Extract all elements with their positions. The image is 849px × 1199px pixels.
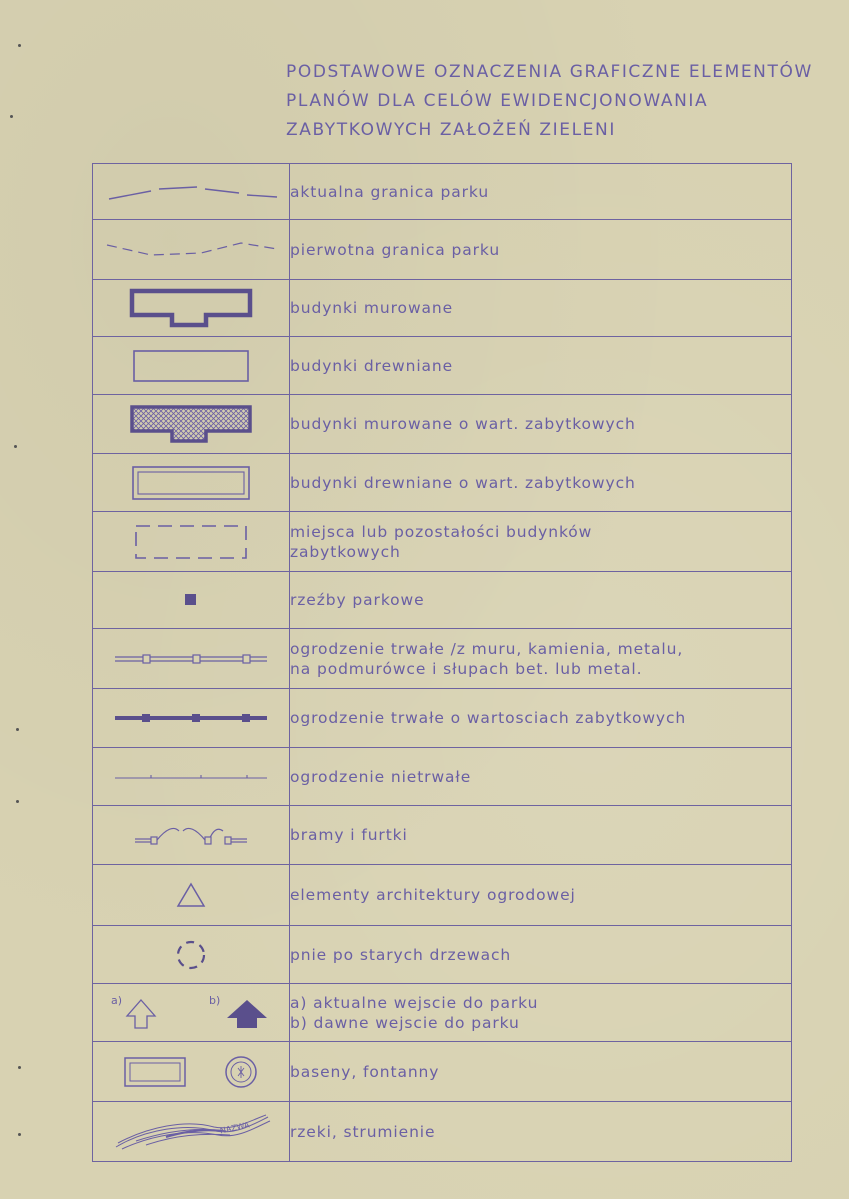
legend-symbol-cell	[93, 164, 290, 220]
legend-symbol-cell	[93, 1042, 290, 1102]
legend-row	[93, 806, 792, 865]
legend-description: rzeźby parkowe	[290, 572, 792, 629]
entrance-arrows-icon	[101, 990, 281, 1036]
legend-row	[93, 984, 792, 1042]
river-icon	[106, 1109, 276, 1155]
legend-description: bramy i furtki	[290, 806, 792, 865]
pool-fountain-icon	[111, 1050, 271, 1094]
small-square-icon	[181, 590, 201, 610]
legend-symbol-cell	[93, 689, 290, 748]
thin-outline-building-icon	[126, 346, 256, 386]
legend-description: baseny, fontanny	[290, 1042, 792, 1102]
legend-symbol-cell	[93, 395, 290, 454]
legend-description: budynki drewniane o wart. zabytkowych	[290, 454, 792, 512]
entrance-label-b: b)	[209, 993, 221, 1007]
legend-symbol-cell	[93, 629, 290, 689]
legend-description: elementy architektury ogrodowej	[290, 865, 792, 926]
legend-description: ogrodzenie nietrwałe	[290, 748, 792, 806]
river-name-label: NAZWA	[219, 1119, 251, 1135]
dashed-rectangle-icon	[126, 520, 256, 564]
margin-speck	[10, 115, 13, 118]
legend-symbol-cell	[93, 572, 290, 629]
legend-symbol-cell	[93, 454, 290, 512]
margin-speck	[16, 728, 19, 731]
triangle-icon	[174, 880, 208, 910]
gate-icon	[131, 817, 251, 853]
legend-symbol-cell	[93, 806, 290, 865]
legend-description: rzeki, strumienie	[290, 1102, 792, 1162]
margin-speck	[18, 1133, 21, 1136]
legend-symbol-cell	[93, 984, 290, 1042]
legend-description: pnie po starych drzewach	[290, 926, 792, 984]
legend-row	[93, 865, 792, 926]
legend-description: budynki murowane	[290, 280, 792, 337]
legend-row	[93, 164, 792, 220]
legend-description: a) aktualne wejscie do parku b) dawne wejscie do parku	[290, 984, 792, 1042]
legend-description: budynki murowane o wart. zabytkowych	[290, 395, 792, 454]
solid-dashed-line-icon	[101, 177, 281, 207]
legend-row	[93, 220, 792, 280]
double-outline-building-icon	[126, 462, 256, 504]
legend-description: pierwotna granica parku	[290, 220, 792, 280]
legend-row	[93, 926, 792, 984]
legend-row	[93, 748, 792, 806]
legend-table	[92, 163, 792, 1162]
current-entrance-arrow-icon	[127, 1000, 155, 1028]
entrance-label-a: a)	[111, 993, 123, 1007]
double-line-fence-icon	[111, 649, 271, 669]
pool-icon	[125, 1058, 185, 1086]
legend-symbol-cell	[93, 512, 290, 572]
legend-symbol-cell	[93, 748, 290, 806]
legend-symbol-cell	[93, 337, 290, 395]
title-line-3: ZABYTKOWYCH ZAŁOŻEŃ ZIELENI	[286, 120, 616, 140]
fine-dashed-line-icon	[101, 235, 281, 265]
legend-symbol-cell	[93, 280, 290, 337]
document-title	[286, 58, 846, 145]
margin-speck	[18, 1066, 21, 1069]
margin-speck	[16, 800, 19, 803]
title-line-1: PODSTAWOWE OZNACZENIA GRAFICZNE ELEMENTÓW	[286, 62, 813, 82]
legend-row	[93, 454, 792, 512]
legend-row	[93, 512, 792, 572]
legend-row	[93, 337, 792, 395]
margin-speck	[18, 44, 21, 47]
legend-description: aktualna granica parku	[290, 164, 792, 220]
thick-fence-icon	[111, 708, 271, 728]
legend-description: miejsca lub pozostałości budynków zabytkowych	[290, 512, 792, 572]
legend-symbol-cell	[93, 1102, 290, 1162]
thick-outline-building-icon	[126, 285, 256, 331]
legend-row	[93, 572, 792, 629]
legend-row	[93, 629, 792, 689]
legend-description: ogrodzenie trwałe /z muru, kamienia, metalu, na podmurówce i słupach bet. lub metal.	[290, 629, 792, 689]
legend-row	[93, 689, 792, 748]
legend-symbol-cell	[93, 926, 290, 984]
hatched-building-icon	[126, 401, 256, 447]
margin-speck	[14, 445, 17, 448]
former-entrance-arrow-icon	[227, 1000, 267, 1028]
thin-fence-icon	[111, 767, 271, 787]
legend-row	[93, 1102, 792, 1162]
legend-symbol-cell	[93, 865, 290, 926]
legend-row	[93, 395, 792, 454]
dashed-circle-icon	[171, 935, 211, 975]
legend-description: ogrodzenie trwałe o wartosciach zabytkowych	[290, 689, 792, 748]
title-line-2: PLANÓW DLA CELÓW EWIDENCJONOWANIA	[286, 91, 709, 111]
legend-row	[93, 1042, 792, 1102]
legend-symbol-cell	[93, 220, 290, 280]
legend-row	[93, 280, 792, 337]
legend-description: budynki drewniane	[290, 337, 792, 395]
fountain-icon	[226, 1057, 256, 1087]
